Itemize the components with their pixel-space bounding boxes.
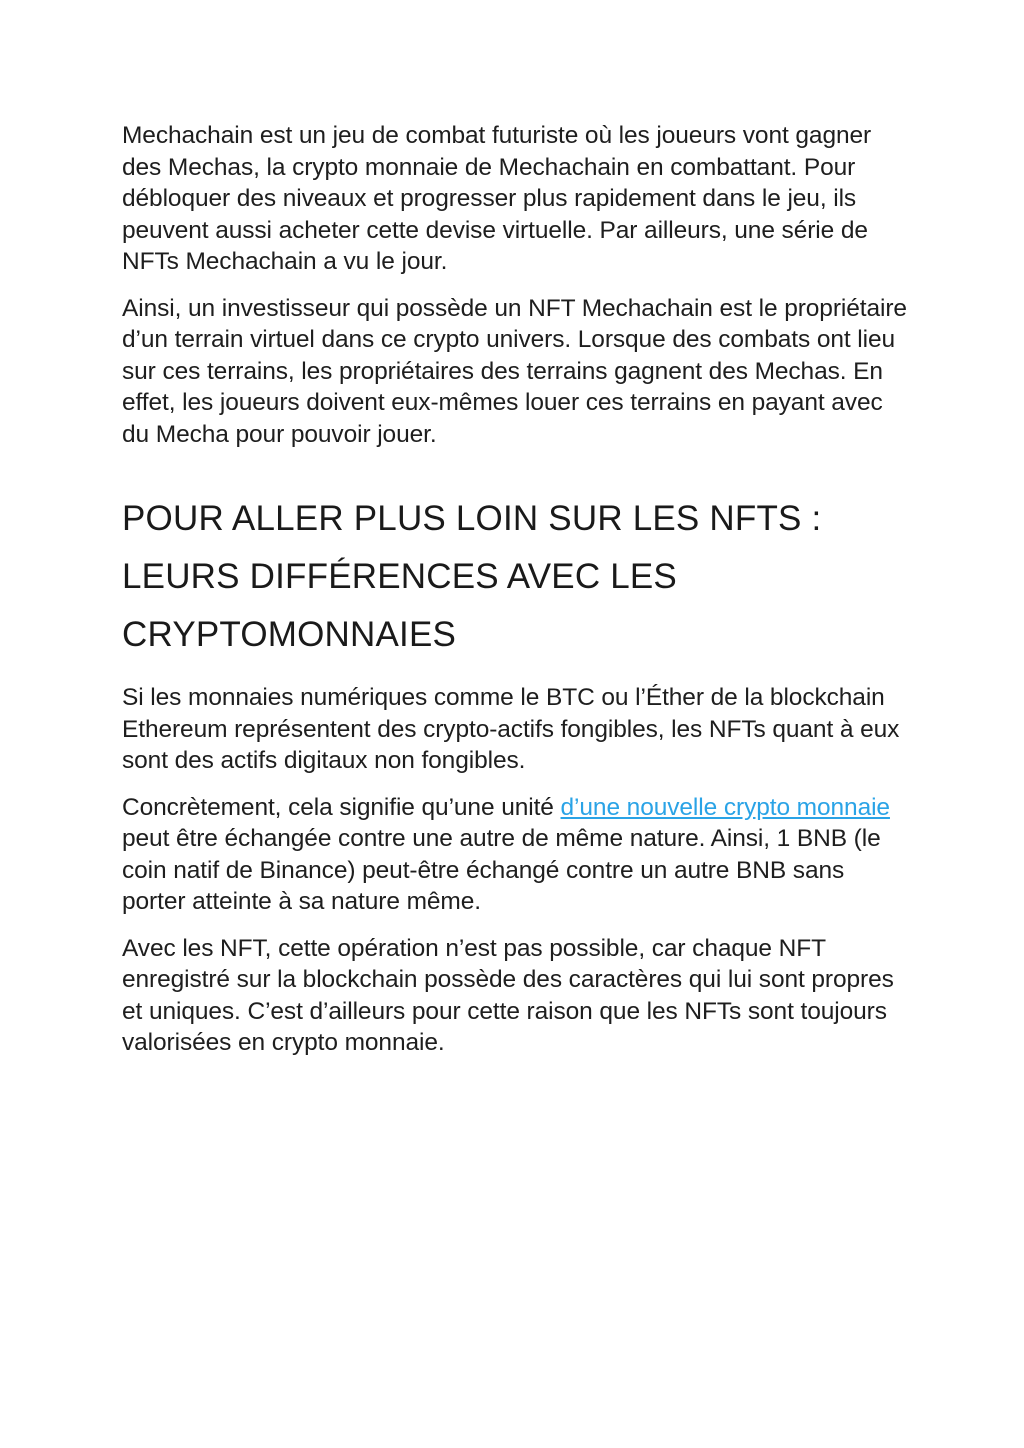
section-paragraph-1: Si les monnaies numériques comme le BTC ou l’Éther de la blockchain Ethereum représentent des crypto-actifs fongibles, les NFTs quant à eux sont des actifs digitaux non fongibles. <box>122 684 900 774</box>
section-paragraph-3: Avec les NFT, cette opération n’est pas possible, car chaque NFT enregistré sur la blockchain possède des caractères qui lui sont propres et uniques. C’est d’ailleurs pour cette raison que les NFTs sont toujours valorisées en crypto monnaie. <box>122 934 894 1056</box>
section-paragraph-2 <box>122 792 912 918</box>
section-heading: POUR ALLER PLUS LOIN SUR LES NFTS : LEURS DIFFÉRENCES AVEC LES CRYPTOMONNAIES <box>122 499 822 654</box>
section-paragraph-2-after-link: peut être échangée contre une autre de même nature. Ainsi, 1 BNB (le coin natif de Binance) peut-être échangé contre un autre BNB sans porter atteinte à sa nature même. <box>122 825 881 915</box>
section-paragraph-2-before-link: Concrètement, cela signifie qu’une unité <box>122 793 561 821</box>
document-page <box>122 120 912 1059</box>
intro-paragraph-1: Mechachain est un jeu de combat futuriste où les joueurs vont gagner des Mechas, la crypto monnaie de Mechachain en combattant. Pour débloquer des niveaux et progresser plus rapidement dans le jeu, ils peuvent aussi acheter cette devise virtuelle. Par ailleurs, une série de NFTs Mechachain a vu le jour. <box>122 122 872 275</box>
new-crypto-link[interactable]: d’une nouvelle crypto monnaie <box>560 793 890 821</box>
intro-paragraph-2: Ainsi, un investisseur qui possède un NFT Mechachain est le propriétaire d’un terrain virtuel dans ce crypto univers. Lorsque des combats ont lieu sur ces terrains, les propriétaires des terrains gagnent des Mechas. En effet, les joueurs doivent eux-mêmes louer ces terrains en payant avec du Mecha pour pouvoir jouer. <box>122 294 907 448</box>
